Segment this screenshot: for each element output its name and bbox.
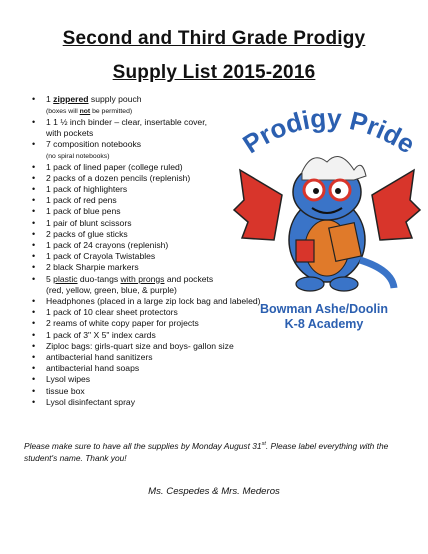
- item-text: 1 1 ½ inch binder – clear, insertable cover,: [46, 116, 207, 127]
- list-item: • 1 pack of red pens: [32, 195, 282, 206]
- footer-note: [24, 438, 409, 464]
- dragon-tail-icon: [360, 260, 394, 288]
- prodigy-pride-logo: [232, 100, 422, 300]
- list-item: • Lysol disinfectant spray: [32, 397, 282, 408]
- item-text: (red, yellow, green, blue, & purple): [46, 284, 177, 295]
- item-note: [46, 108, 132, 115]
- list-item: • 1 pack of Crayola Twistables: [32, 251, 282, 262]
- note-emphasis: not: [79, 108, 91, 116]
- item-text: and pockets: [164, 273, 214, 284]
- footer-text: Please make sure to have all the supplies by Monday August 31: [24, 440, 262, 451]
- title-line-2: Supply List 2015-2016: [112, 62, 316, 83]
- list-item: • Headphones (placed in a large zip lock bag and labeled): [32, 296, 282, 307]
- list-item: • Ziploc bags: girls-quart size and boys- gallon size: [32, 341, 282, 352]
- list-item: • 1 pair of blunt scissors: [32, 218, 282, 229]
- bag-icon: [296, 240, 314, 262]
- list-item: • antibacterial hand soaps: [32, 363, 282, 374]
- title-line-1: Second and Third Grade Prodigy: [62, 28, 366, 49]
- footer-sup: st: [261, 441, 266, 447]
- item-text: 1: [46, 94, 54, 104]
- signature: Ms. Cespedes & Mrs. Mederos: [148, 486, 280, 497]
- logo-school-name: [230, 302, 418, 332]
- list-item: • 1 pack of lined paper (college ruled): [32, 162, 282, 173]
- right-wing-icon: [372, 170, 420, 240]
- item-underline: plastic: [53, 273, 78, 284]
- note-text: (boxes will: [46, 108, 80, 116]
- item-emphasis: zippered: [53, 94, 89, 104]
- left-wing-icon: [234, 170, 282, 240]
- logo-line-1: Bowman Ashe/Doolin: [259, 302, 388, 316]
- item-underline: with prongs: [120, 273, 165, 284]
- footer-text: . Please label everything with the student's name. Thank you!: [24, 440, 389, 463]
- list-item: • 1 pack of blue pens: [32, 206, 282, 217]
- list-item: • 1 pack of 3" X 5" index cards: [32, 330, 282, 341]
- list-item: • 2 packs of glue sticks: [32, 229, 282, 240]
- item-text: with pockets: [46, 127, 94, 138]
- list-item: • 1 pack of highlighters: [32, 184, 282, 195]
- note-text: be permitted): [90, 108, 133, 116]
- logo-arc-text: Prodigy Pride: [237, 102, 421, 160]
- item-text: 5: [46, 273, 54, 284]
- list-item: • Lysol wipes: [32, 374, 282, 385]
- logo-line-2: K-8 Academy: [284, 317, 364, 331]
- item-note: (no spiral notebooks): [46, 153, 110, 161]
- item-text: supply pouch: [88, 94, 142, 104]
- list-item: • antibacterial hand sanitizers: [32, 352, 282, 363]
- list-item: • 2 reams of white copy paper for projects: [32, 318, 282, 329]
- list-item: • tissue box: [32, 386, 282, 397]
- list-item: • 1 pack of 24 crayons (replenish): [32, 240, 282, 251]
- dragon-hair-icon: [302, 157, 366, 180]
- list-item: • 1 pack of 10 clear sheet protectors: [32, 307, 282, 318]
- list-item: • 2 packs of a dozen pencils (replenish): [32, 173, 282, 184]
- item-text: 7 composition notebooks: [46, 139, 142, 150]
- item-text: duo-tangs: [77, 273, 121, 284]
- list-item: • 2 black Sharpie markers: [32, 262, 282, 273]
